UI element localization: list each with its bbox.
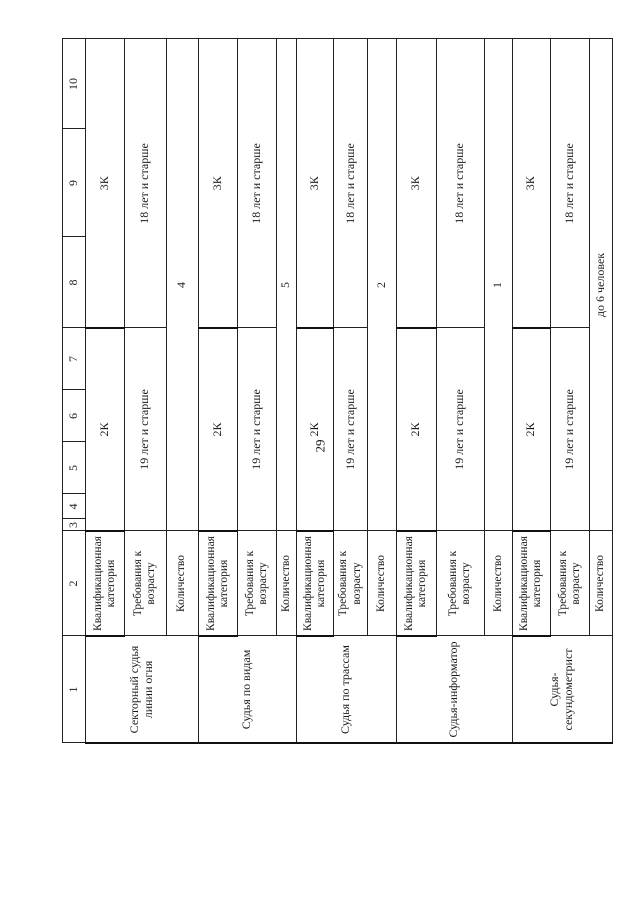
count-cell: 4 (166, 39, 198, 531)
rotated-table-wrapper (62, 40, 613, 744)
value-cell: 2К (296, 328, 333, 531)
count-cell: 2 (368, 39, 397, 531)
row-label-cell: Квалификационная категория (512, 531, 551, 636)
header-cell: 6 (63, 390, 86, 442)
row-label-cell: Количество (276, 531, 296, 636)
table-body (63, 39, 613, 743)
row-label-cell: Квалификационная категория (86, 531, 125, 636)
header-cell: 10 (63, 39, 86, 129)
referees-table (62, 39, 613, 745)
row-label-cell: Количество (589, 531, 612, 636)
value-cell: 18 лет и старше (334, 39, 368, 328)
count-cell: до 6 человек (589, 39, 612, 531)
value-cell: 18 лет и старше (436, 39, 484, 328)
header-cell: 8 (63, 237, 86, 328)
value-cell: 3К (198, 39, 238, 328)
row-label-cell: Количество (485, 531, 513, 636)
page-number: 29 (312, 439, 327, 453)
header-cell: 2 (63, 531, 86, 636)
header-cell: 7 (63, 328, 86, 390)
header-cell: 9 (63, 129, 86, 237)
count-cell: 5 (276, 39, 296, 531)
value-cell: 19 лет и старше (124, 328, 166, 531)
table-row (512, 39, 551, 743)
value-cell: 2К (86, 328, 125, 531)
role-cell: Секторный судья линии огня (86, 636, 198, 743)
value-cell: 2К (396, 328, 436, 531)
row-label-cell: Квалификационная категория (198, 531, 238, 636)
role-cell: Судья по видам (198, 636, 296, 743)
table-row (198, 39, 238, 743)
header-cell: 4 (63, 494, 86, 519)
row-label-cell: Количество (166, 531, 198, 636)
value-cell: 18 лет и старше (124, 39, 166, 328)
row-label-cell: Требования к возрасту (436, 531, 484, 636)
row-label-cell: Требования к возрасту (238, 531, 277, 636)
role-cell: Судья-информатор (396, 636, 512, 743)
table-row (396, 39, 436, 743)
header-row (63, 39, 86, 743)
value-cell: 3К (86, 39, 125, 328)
row-label-cell: Квалификационная категория (296, 531, 333, 636)
row-label-cell: Требования к возрасту (334, 531, 368, 636)
value-cell: 18 лет и старше (238, 39, 277, 328)
value-cell: 19 лет и старше (238, 328, 277, 531)
value-cell: 3К (512, 39, 551, 328)
value-cell: 18 лет и старше (551, 39, 590, 328)
table-row (86, 39, 125, 743)
value-cell: 2К (512, 328, 551, 531)
row-label-cell: Требования к возрасту (551, 531, 590, 636)
row-label-cell: Количество (368, 531, 397, 636)
value-cell: 19 лет и старше (334, 328, 368, 531)
value-cell: 2К (198, 328, 238, 531)
header-cell: 1 (63, 636, 86, 743)
row-label-cell: Требования к возрасту (124, 531, 166, 636)
header-cell: 3 (63, 519, 86, 531)
role-cell: Судья по трассам (296, 636, 396, 743)
value-cell: 19 лет и старше (551, 328, 590, 531)
value-cell: 3К (396, 39, 436, 328)
role-cell: Судья-секундометрист (512, 636, 612, 743)
count-cell: 1 (485, 39, 513, 531)
value-cell: 3К (296, 39, 333, 328)
table-row (296, 39, 333, 743)
value-cell: 19 лет и старше (436, 328, 484, 531)
header-cell: 5 (63, 442, 86, 494)
row-label-cell: Квалификационная категория (396, 531, 436, 636)
